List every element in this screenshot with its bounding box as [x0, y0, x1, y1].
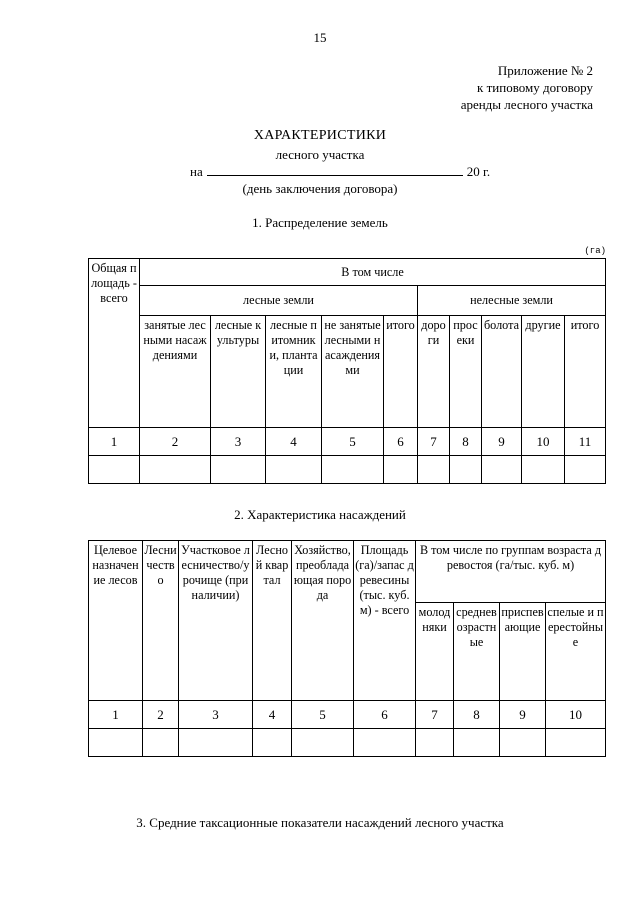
table-cell[interactable] [179, 729, 253, 757]
header-dominant-species: Хозяйство, преобладающая порода [292, 541, 354, 701]
header-forested: занятые лесными насаждениями [140, 316, 211, 428]
date-suffix: 20 г. [466, 164, 491, 179]
column-number: 4 [266, 428, 322, 456]
table-cell[interactable] [292, 729, 354, 757]
page-number: 15 [313, 30, 327, 45]
header-clearings: просеки [450, 316, 482, 428]
column-number: 9 [482, 428, 522, 456]
section-2-title: 2. Характеристика насаждений [234, 507, 406, 522]
table-cell[interactable] [322, 456, 384, 484]
table-cell[interactable] [522, 456, 565, 484]
header-purpose: Целевое назначение лесов [89, 541, 143, 701]
date-line [190, 163, 490, 180]
header-forest-quarter: Лесной квартал [253, 541, 292, 701]
header-age-groups: В том числе по группам возраста древостоя (га/тыс. куб. м) [416, 541, 606, 603]
date-blank-field [207, 163, 463, 176]
section-1-title: 1. Распределение земель [252, 215, 388, 230]
table-cell[interactable] [450, 456, 482, 484]
column-number: 2 [140, 428, 211, 456]
table-cell[interactable] [546, 729, 606, 757]
column-number: 7 [418, 428, 450, 456]
header-unforested: не занятые лесными насаждениями [322, 316, 384, 428]
land-distribution-table [88, 258, 606, 484]
table-cell[interactable] [384, 456, 418, 484]
column-number: 9 [500, 701, 546, 729]
header-middle-aged: средневозрастные [454, 603, 500, 701]
appendix-line-3: аренды лесного участка [460, 97, 593, 112]
header-area-stock: Площадь (га)/запас древесины (тыс. куб. м) - всего [354, 541, 416, 701]
header-forest-total: итого [384, 316, 418, 428]
table-cell[interactable] [253, 729, 292, 757]
document-title: ХАРАКТЕРИСТИКИ [253, 128, 387, 143]
header-total-area: Общая площадь - всего [89, 259, 140, 428]
table-cell[interactable] [89, 729, 143, 757]
table-cell[interactable] [454, 729, 500, 757]
header-other: другие [522, 316, 565, 428]
table-cell[interactable] [140, 456, 211, 484]
stands-characteristic-table [88, 540, 606, 757]
header-in-total: В том числе [140, 259, 606, 286]
header-maturing: приспевающие [500, 603, 546, 701]
table-cell[interactable] [500, 729, 546, 757]
table-cell[interactable] [565, 456, 606, 484]
table-cell[interactable] [266, 456, 322, 484]
column-number: 1 [89, 701, 143, 729]
table-cell[interactable] [143, 729, 179, 757]
appendix-note [461, 62, 593, 113]
date-hint: (день заключения договора) [242, 181, 398, 196]
column-number: 3 [211, 428, 266, 456]
column-number: 8 [450, 428, 482, 456]
column-number: 3 [179, 701, 253, 729]
header-nurseries: лесные питомники, плантации [266, 316, 322, 428]
column-number: 10 [546, 701, 606, 729]
column-number-row [89, 701, 606, 729]
appendix-line-2: к типовому договору [477, 80, 593, 95]
header-district-forestry: Участковое лесничество/урочище (при наличии) [179, 541, 253, 701]
column-number: 5 [322, 428, 384, 456]
header-forest-crops: лесные культуры [211, 316, 266, 428]
empty-data-row [89, 729, 606, 757]
column-number: 5 [292, 701, 354, 729]
header-roads: дороги [418, 316, 450, 428]
column-number: 6 [384, 428, 418, 456]
column-number: 6 [354, 701, 416, 729]
document-subtitle: лесного участка [275, 147, 365, 162]
header-forestry: Лесничество [143, 541, 179, 701]
header-nonforest-lands: нелесные земли [418, 286, 606, 316]
unit-label: (га) [584, 246, 606, 256]
column-number: 10 [522, 428, 565, 456]
table-cell[interactable] [482, 456, 522, 484]
appendix-line-1: Приложение № 2 [497, 63, 593, 78]
date-prefix: на [190, 164, 203, 179]
table-cell[interactable] [418, 456, 450, 484]
table-cell[interactable] [416, 729, 454, 757]
table-cell[interactable] [354, 729, 416, 757]
header-swamps: болота [482, 316, 522, 428]
column-number: 2 [143, 701, 179, 729]
empty-data-row [89, 456, 606, 484]
table-cell[interactable] [89, 456, 140, 484]
table-cell[interactable] [211, 456, 266, 484]
header-nonforest-total: итого [565, 316, 606, 428]
column-number-row [89, 428, 606, 456]
column-number: 1 [89, 428, 140, 456]
column-number: 7 [416, 701, 454, 729]
column-number: 4 [253, 701, 292, 729]
header-mature: спелые и перестойные [546, 603, 606, 701]
column-number: 8 [454, 701, 500, 729]
column-number: 11 [565, 428, 606, 456]
section-3-title: 3. Средние таксационные показатели насаждений лесного участка [136, 815, 504, 830]
header-forest-lands: лесные земли [140, 286, 418, 316]
header-young: молодняки [416, 603, 454, 701]
